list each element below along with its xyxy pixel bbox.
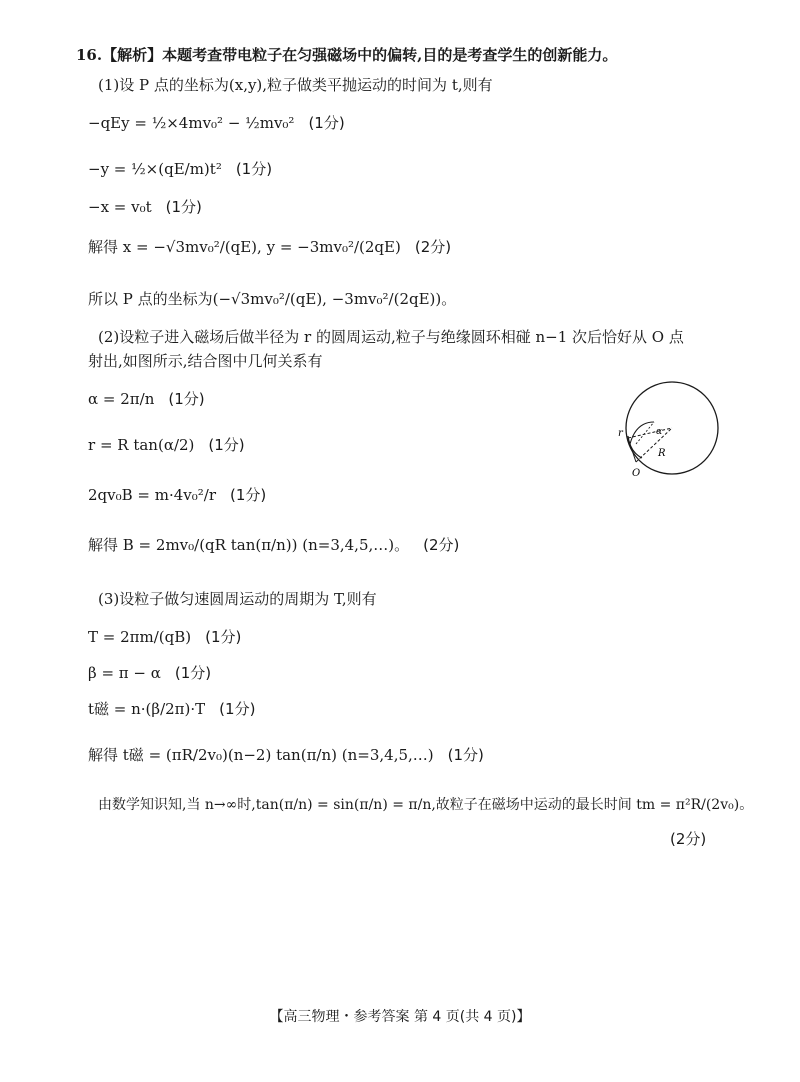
analysis-tag: 【解析】 [102,46,163,64]
part1-eq2-row [88,158,272,180]
question-number: 16. [76,46,103,64]
part3-eq3-row [88,698,255,720]
part1-eq2-score: (1分) [235,160,273,178]
part3-eq1-score: (1分) [205,628,242,646]
part3-solve-score: (1分) [447,746,484,764]
radius-line [636,428,672,462]
part2-solve-score: (2分) [423,536,460,554]
part2-eq1-score: (1分) [168,390,205,408]
part3-eq2-row [88,662,211,684]
part2-intro-b: 射出,如图所示,结合图中几何关系有 [88,352,323,370]
part3-conclusion-score: (2分) [670,830,707,848]
circle-diagram [612,378,732,482]
part1-eq1-score: (1分) [308,114,345,132]
part2-solve-row [88,534,459,556]
part3-eq3: t磁 = n·(β/2π)·T [88,700,206,718]
part2-intro-a: (2)设粒子进入磁场后做半径为 r 的圆周运动,粒子与绝缘圆环相碰 n−1 次后恰好从 O 点 [98,328,684,346]
answer-header [76,44,617,66]
part2-eq1: α = 2π/n [88,390,155,408]
part1-eq3-score: (1分) [165,198,202,216]
part1-result: 所以 P 点的坐标为(−√3mv₀²/(qE), −3mv₀²/(2qE))。 [88,290,457,308]
part3-solve: 解得 t磁 = (πR/2v₀)(n−2) tan(π/n) (n=3,4,5,…) [88,746,434,764]
part1-eq3-row [88,196,202,218]
part3-eq3-score: (1分) [219,700,256,718]
part3-intro: (3)设粒子做匀速圆周运动的周期为 T,则有 [98,590,377,608]
label-r: r [618,428,623,439]
part2-solve: 解得 B = 2mv₀/(qR tan(π/n)) (n=3,4,5,…)。 [88,536,410,554]
part1-intro: (1)设 P 点的坐标为(x,y),粒子做类平抛运动的时间为 t,则有 [98,76,493,94]
part2-eq2-score: (1分) [208,436,245,454]
part3-solve-row [88,744,484,766]
label-R: R [658,448,666,459]
part1-solve-score: (2分) [414,238,452,256]
small-radius-line [628,438,636,462]
small-radius-line-2 [636,422,654,444]
part1-eq3: −x = v₀t [88,198,152,216]
analysis-summary: 本题考查带电粒子在匀强磁场中的偏转,目的是考查学生的创新能力。 [162,46,618,64]
circle-diagram-svg [612,378,732,478]
part2-eq3-score: (1分) [230,486,267,504]
part3-eq1: T = 2πm/(qB) [88,628,192,646]
part3-conclusion: 由数学知识知,当 n→∞时,tan(π/n) = sin(π/n) = π/n,故粒子在磁场中运动的最长时间 tm = π²R/(2v₀)。 [98,797,754,813]
part3-eq1-row [88,626,241,648]
part3-eq2-score: (1分) [174,664,212,682]
part2-eq3-row [88,484,266,506]
page-footer: 【高三物理・参考答案 第 4 页(共 4 页)】 [269,1009,531,1025]
part1-eq1-row [88,112,345,134]
part2-eq2-row [88,434,245,456]
part2-eq1-row [88,388,205,410]
part3-eq2: β = π − α [88,664,161,682]
part2-eq3: 2qv₀B = m·4v₀²/r [88,486,217,504]
part2-eq2: r = R tan(α/2) [88,436,195,454]
label-O: O [632,468,641,478]
part1-solve-row [88,236,451,258]
part1-solve: 解得 x = −√3mv₀²/(qE), y = −3mv₀²/(2qE) [88,238,401,256]
part1-eq1: −qEy = ½×4mv₀² − ½mv₀² [88,114,295,132]
part1-eq2: −y = ½×(qE/m)t² [88,160,222,178]
label-alpha: α [656,427,663,437]
